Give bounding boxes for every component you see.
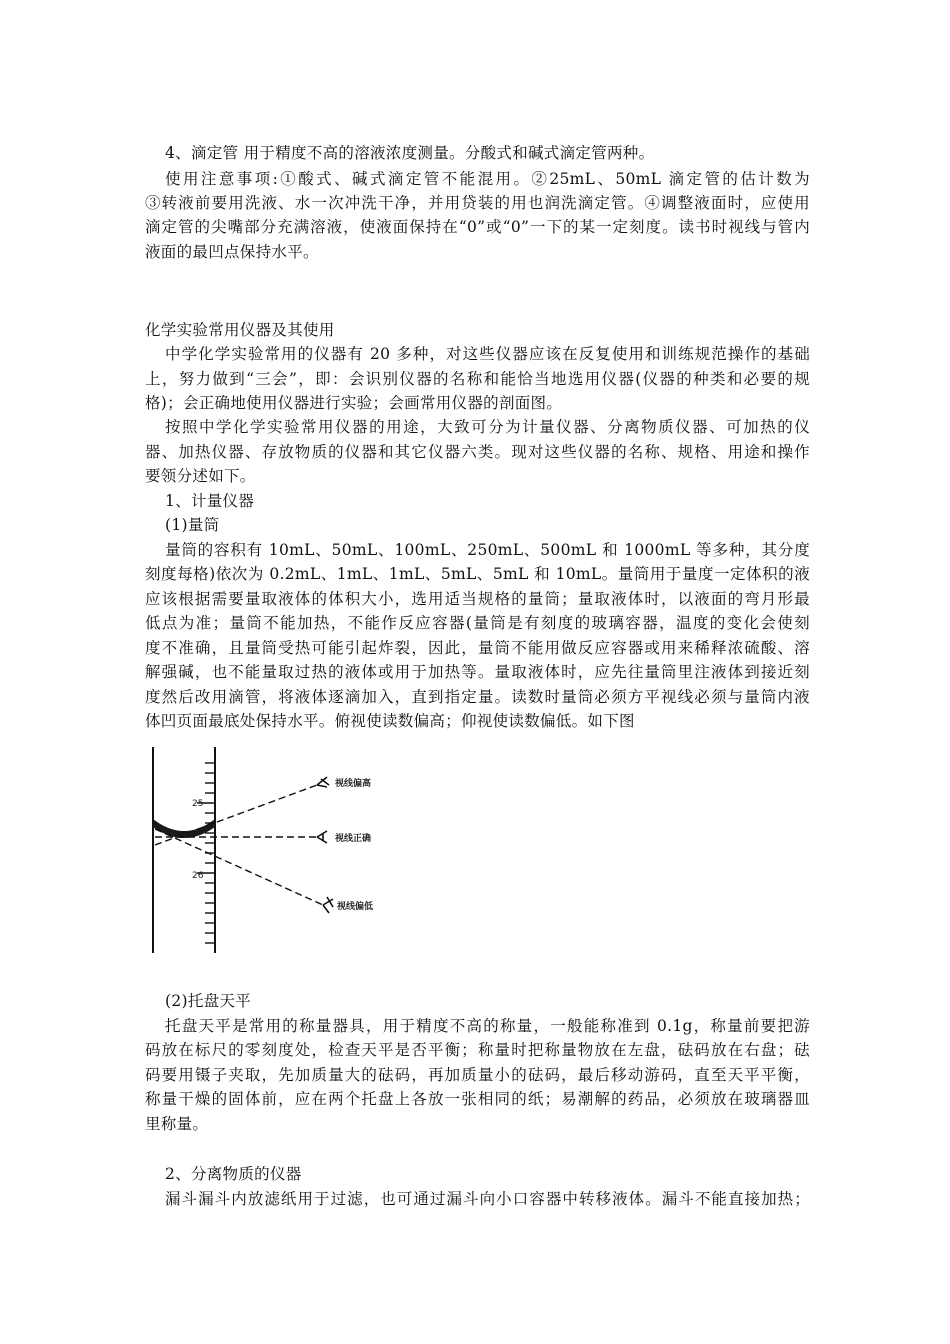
balance-paragraph-line: 托盘天平是常用的称量器具，用于精度不高的称量，一般能称准到 0.1g，称量前要把游 [165,1017,810,1035]
intro-line: 按照中学化学实验常用仪器的用途，大致可分为计量仪器、分离物质仪器、可加热的仪 [165,418,810,436]
label-sight-correct: 视线正确 [335,834,372,844]
intro-line: 器、加热仪器、存放物质的仪器和其它仪器六类。现对这些仪器的名称、规格、用途和操作 [145,443,810,461]
scale-ticks [197,763,215,943]
section-heading-separation: 2、分离物质的仪器 [165,1165,302,1183]
section-heading-measuring: 1、计量仪器 [165,492,255,510]
funnel-paragraph-line: 漏斗漏斗内放滤纸用于过滤，也可通过漏斗向小口容器中转移液体。漏斗不能直接加热； [165,1190,810,1208]
intro-line: 上，努力做到“三会”，即：会识别仪器的名称和能恰当地选用仪器(仪器的种类和必要的规 [145,370,810,388]
article-title: 化学实验常用仪器及其使用 [145,321,335,339]
intro-line: 中学化学实验常用的仪器有 20 多种，对这些仪器应该在反复使用和训练规范操作的基础 [165,345,810,363]
burette-notes-line: 滴定管的尖嘴部分充满溶液，使液面保持在“0”或“0”一下的某一定刻度。读书时视线与管内 [145,218,810,236]
cylinder-paragraph-line: 体凹页面最底处保持水平。俯视使读数偏高；仰视使读数偏低。如下图 [145,712,635,730]
cylinder-paragraph-line: 度然后改用滴管，将液体逐滴加入，直到指定量。读数时量筒必须方平视线必须与量筒内液 [145,688,810,706]
cylinder-paragraph-line: 低点为准；量筒不能加热，不能作反应容器(量筒是有刻度的玻璃容器，温度的变化会使刻 [145,614,810,632]
balance-paragraph-line: 码放在标尺的零刻度处，检查天平是否平衡；称量时把称量物放在左盘，砝码放在右盘；砝 [145,1041,810,1059]
cylinder-paragraph-line: 刻度每格)依次为 0.2mL、1mL、1mL、5mL、5mL 和 10mL。量筒用于量度一定体积的液 [145,565,810,583]
tick-label-26: 26 [192,871,204,881]
burette-heading: 4、滴定管 用于精度不高的溶液浓度测量。分酸式和碱式滴定管两种。 [165,144,655,162]
intro-line: 格)；会正确地使用仪器进行实验；会画常用仪器的剖面图。 [145,394,563,412]
intro-line: 要领分述如下。 [145,467,256,485]
sight-line-low [155,829,323,905]
eye-correct-icon [317,831,327,843]
cylinder-paragraph-line: 解强碱，也不能量取过热的液体或用于加热等。量取液体时，应先往量筒里注液体到接近刻 [145,663,810,681]
balance-paragraph-line: 称量干燥的固体前，应在两个托盘上各放一张相同的纸；易潮解的药品，必须放在玻璃器皿 [145,1090,810,1108]
eye-low-icon [323,897,333,913]
tick-label-25: 25 [192,799,204,809]
cylinder-paragraph-line: 应该根据需要量取液体的体积大小，选用适当规格的量筒；量取液体时，以液面的弯月形最 [145,590,810,608]
eye-high-icon [317,777,329,787]
meniscus-reading-figure [145,745,405,955]
label-sight-low: 视线偏低 [337,902,374,912]
sight-line-high [155,785,317,845]
meniscus-liquid [153,819,215,838]
cylinder-paragraph-line: 度不准确，且量筒受热可能引起炸裂，因此，量筒不能用做反应容器或用来稀释浓硫酸、溶 [145,639,810,657]
subheading-tray-balance: (2)托盘天平 [165,992,252,1010]
balance-paragraph-line: 码要用镊子夹取，先加质量大的砝码，再加质量小的砝码，最后移动游码，直至天平平衡， [145,1066,810,1084]
subheading-graduated-cylinder: (1)量筒 [165,516,220,534]
label-sight-high: 视线偏高 [335,779,372,789]
burette-notes-line: 液面的最凹点保持水平。 [145,243,319,261]
burette-notes-line: 使用注意事项:①酸式、碱式滴定管不能混用。②25mL、50mL 滴定管的估计数为 [165,170,810,188]
burette-notes-line: ③转液前要用洗液、水一次冲洗干净，并用贷装的用也润洗滴定管。④调整液面时，应使用 [145,194,810,212]
cylinder-paragraph-line: 量筒的容积有 10mL、50mL、100mL、250mL、500mL 和 1000mL 等多种，其分度 [165,541,810,559]
balance-paragraph-line: 里称量。 [145,1115,209,1133]
